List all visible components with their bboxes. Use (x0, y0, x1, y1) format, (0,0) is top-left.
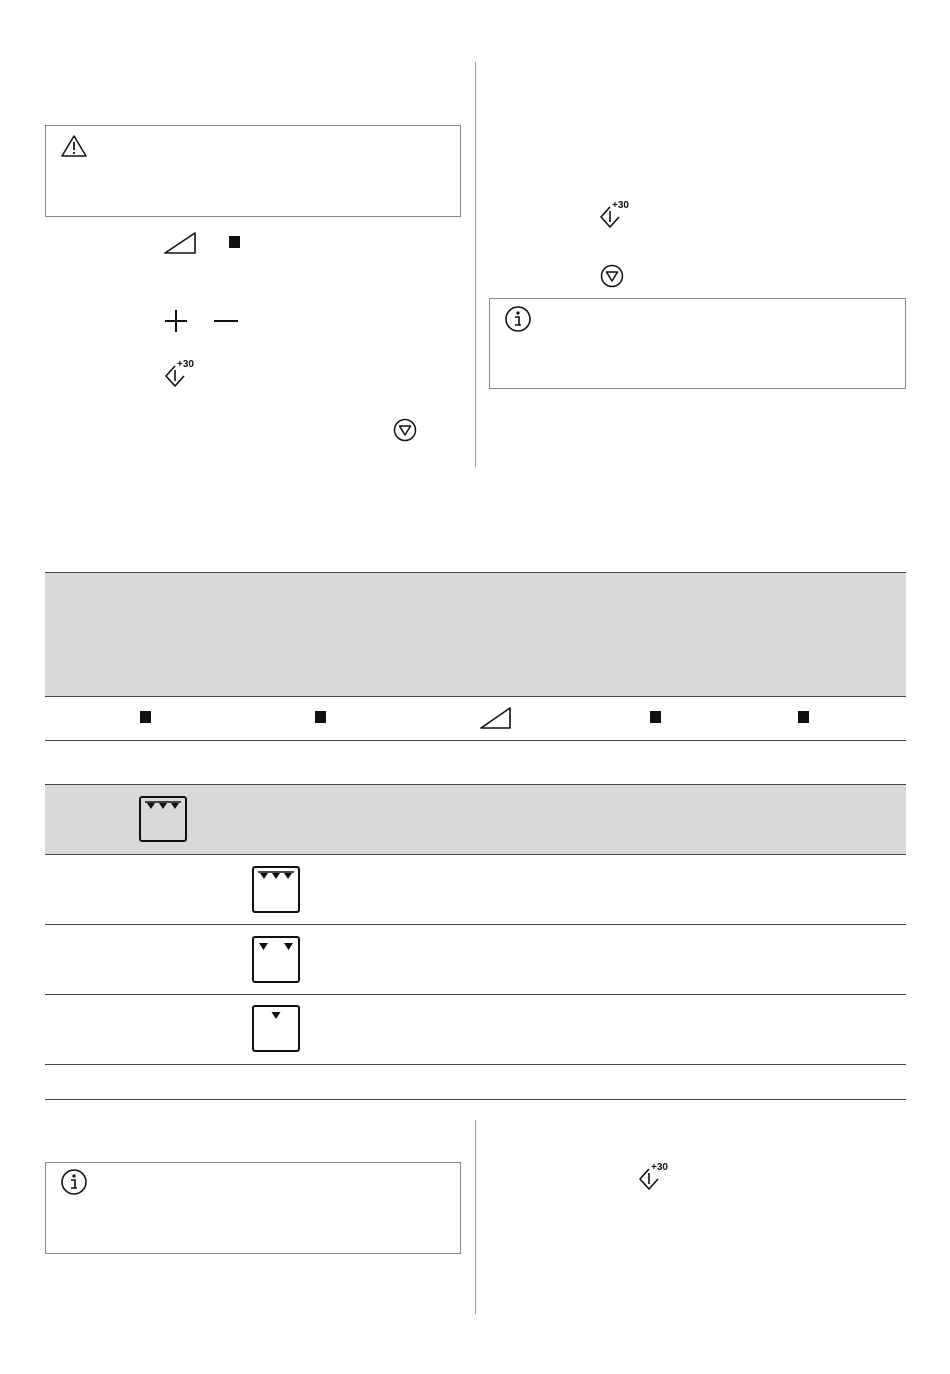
warning-triangle-icon (60, 134, 88, 158)
square-stop-icon (315, 711, 326, 723)
minus-icon (213, 309, 239, 333)
oven-shelf-one-point-icon (252, 1005, 300, 1052)
info-circle-icon (60, 1168, 88, 1196)
info-box (45, 1162, 461, 1254)
info-circle-icon (504, 305, 532, 333)
table-row-rule (45, 994, 906, 995)
start-badge-label: +30 (177, 359, 194, 370)
oven-shelf-top-heat-icon (139, 796, 187, 842)
plus-icon (164, 309, 188, 333)
oven-shelf-two-point-icon (252, 936, 300, 983)
square-stop-icon (650, 711, 661, 723)
column-divider-top (475, 62, 476, 467)
table-header-rule (45, 696, 906, 697)
down-triangle-circle-icon (600, 264, 624, 288)
warning-box (45, 125, 461, 217)
start-plus-30-icon (163, 359, 201, 391)
column-divider-bottom (475, 1120, 476, 1314)
table-row-rule (45, 740, 906, 741)
table-row-rule (45, 854, 906, 855)
square-stop-icon (229, 236, 240, 248)
table-row-rule (45, 924, 906, 925)
shelf-table (45, 570, 906, 1100)
square-stop-icon (798, 711, 809, 723)
table-header-band (45, 572, 906, 696)
temperature-ramp-icon (163, 231, 199, 255)
down-triangle-circle-icon (393, 418, 417, 442)
start-plus-30-icon (598, 200, 636, 232)
oven-shelf-top-heat-icon (252, 866, 300, 913)
start-badge-label: +30 (612, 200, 629, 211)
info-box (489, 298, 906, 389)
start-plus-30-icon (637, 1162, 675, 1194)
table-top-rule (45, 572, 906, 573)
start-badge-label: +30 (651, 1162, 668, 1173)
square-stop-icon (140, 711, 151, 723)
temperature-ramp-icon (479, 706, 513, 730)
table-bottom-rule (45, 1099, 906, 1100)
table-row-rule (45, 1064, 906, 1065)
